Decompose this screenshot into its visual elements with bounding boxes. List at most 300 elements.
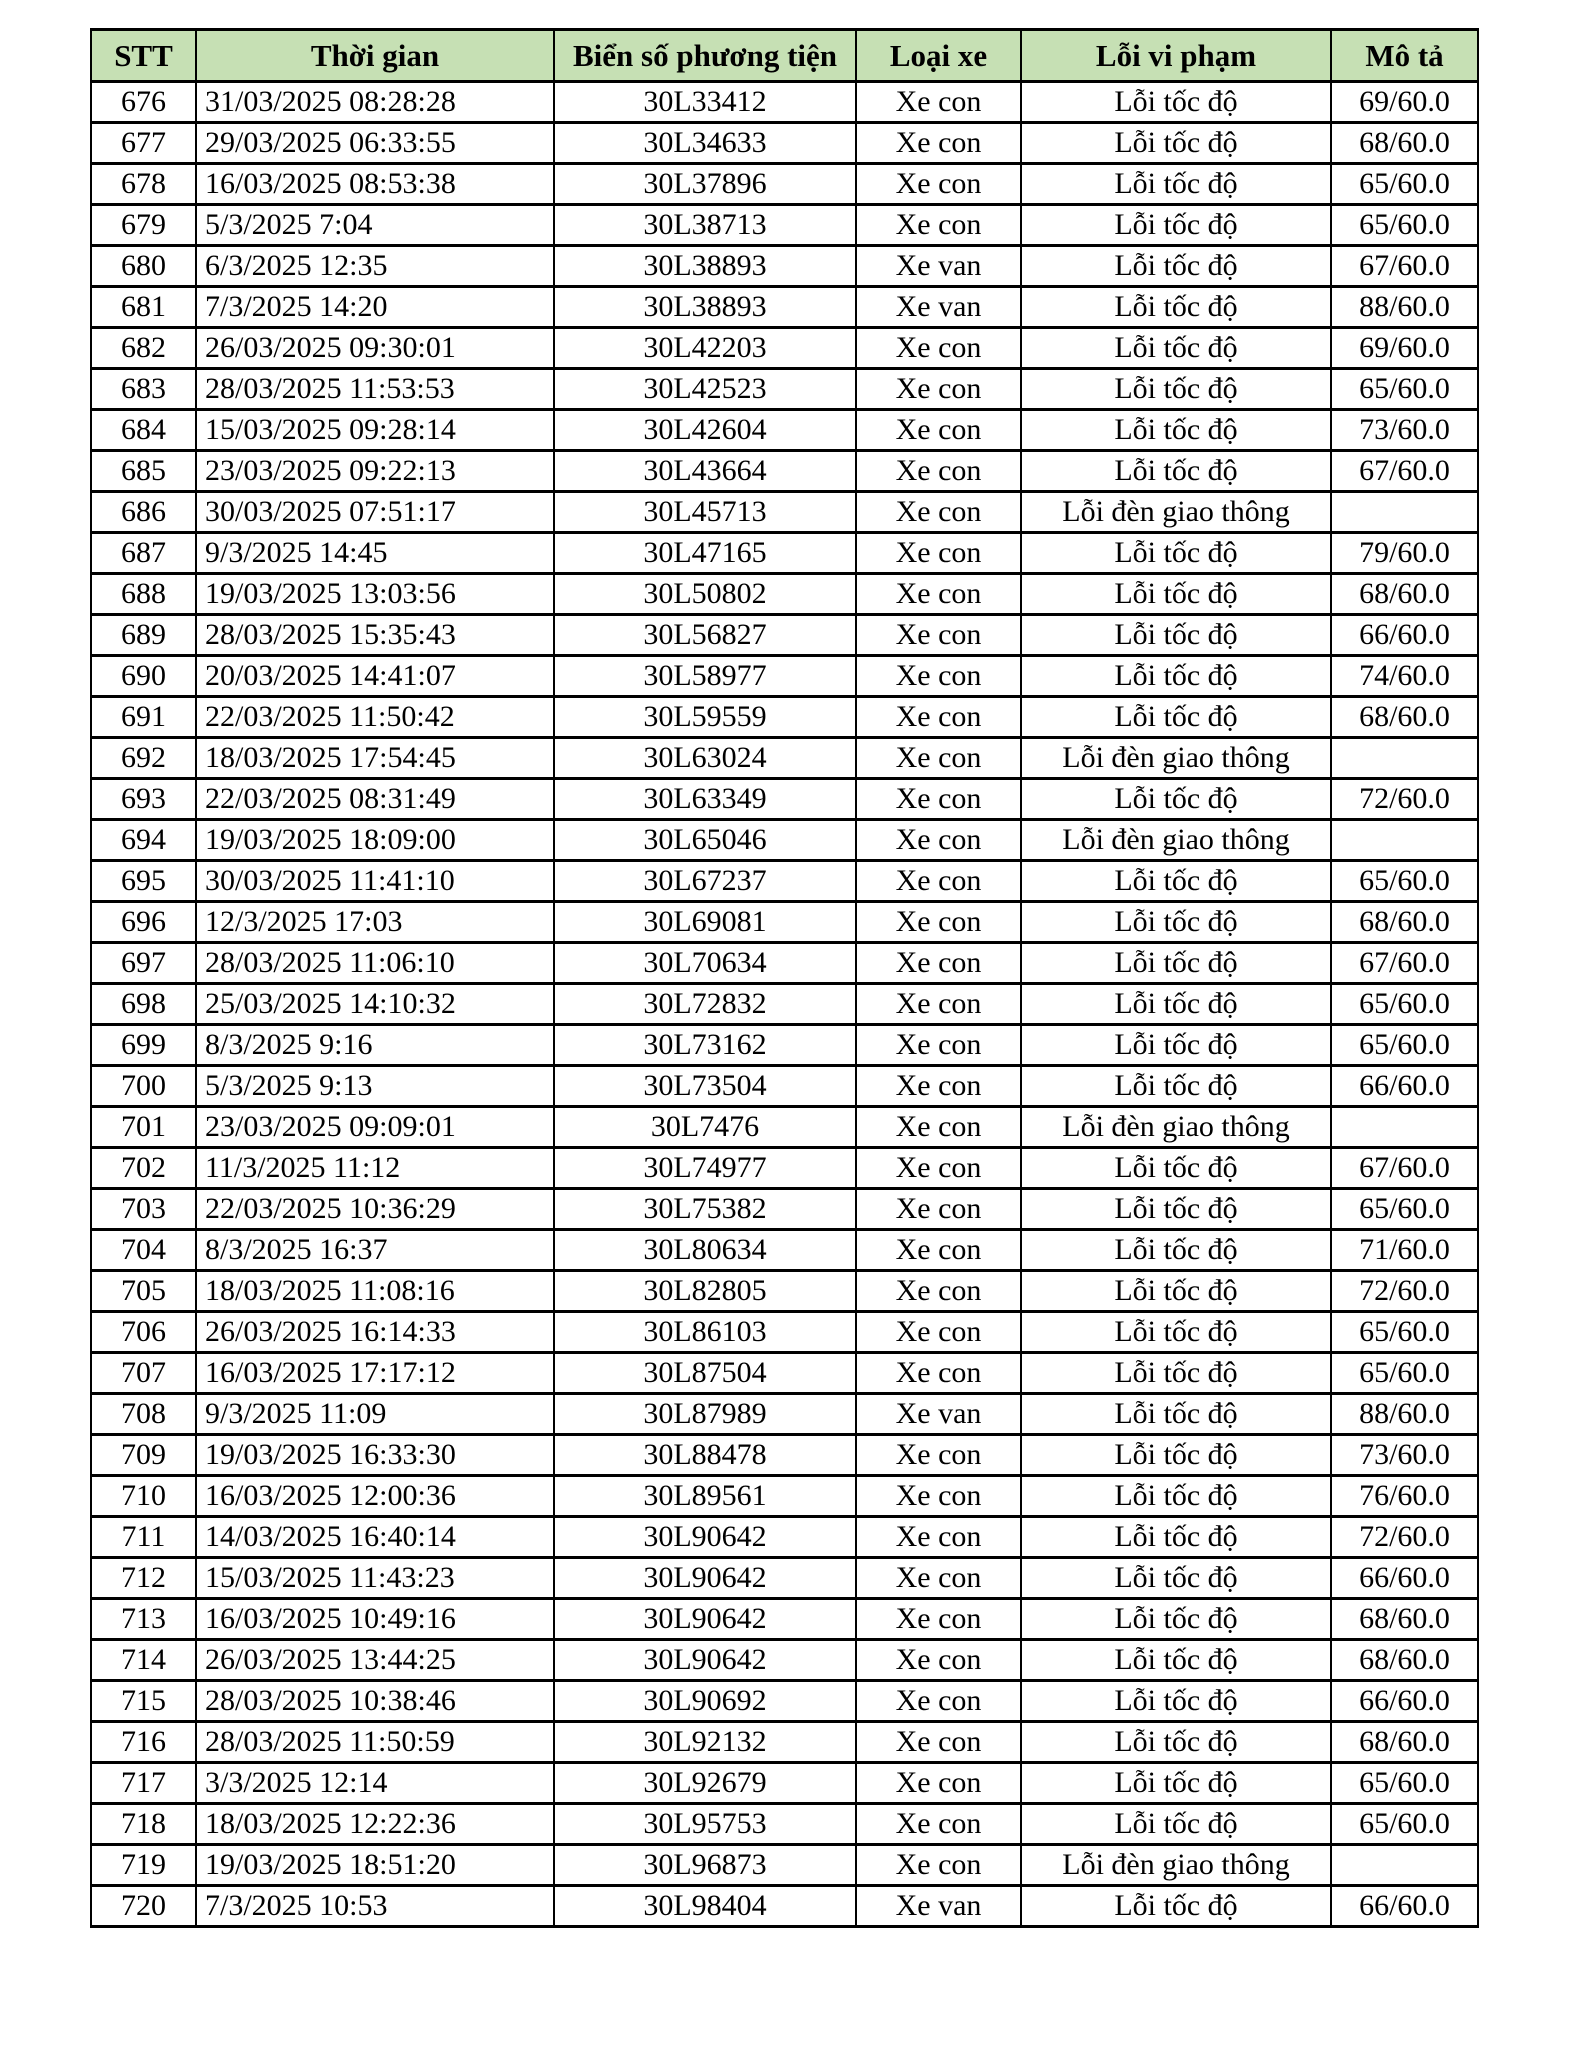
cell-vehicle-type: Xe con bbox=[856, 1763, 1021, 1804]
violations-table-body bbox=[91, 82, 1478, 1927]
table-row bbox=[91, 738, 1478, 779]
cell-stt: 694 bbox=[91, 820, 196, 861]
cell-vehicle-type: Xe con bbox=[856, 1476, 1021, 1517]
cell-vehicle-type: Xe con bbox=[856, 820, 1021, 861]
cell-stt: 705 bbox=[91, 1271, 196, 1312]
cell-description: 88/60.0 bbox=[1331, 287, 1478, 328]
cell-vehicle-type: Xe con bbox=[856, 697, 1021, 738]
cell-plate: 30L90692 bbox=[554, 1681, 856, 1722]
cell-time: 23/03/2025 09:22:13 bbox=[196, 451, 554, 492]
table-row bbox=[91, 1681, 1478, 1722]
cell-vehicle-type: Xe con bbox=[856, 861, 1021, 902]
cell-plate: 30L70634 bbox=[554, 943, 856, 984]
cell-description bbox=[1331, 1107, 1478, 1148]
cell-vehicle-type: Xe con bbox=[856, 1353, 1021, 1394]
cell-stt: 684 bbox=[91, 410, 196, 451]
cell-time: 5/3/2025 9:13 bbox=[196, 1066, 554, 1107]
cell-description: 71/60.0 bbox=[1331, 1230, 1478, 1271]
cell-description: 69/60.0 bbox=[1331, 82, 1478, 123]
table-row bbox=[91, 1722, 1478, 1763]
cell-description: 67/60.0 bbox=[1331, 1148, 1478, 1189]
cell-violation: Lỗi tốc độ bbox=[1021, 1312, 1331, 1353]
cell-stt: 676 bbox=[91, 82, 196, 123]
cell-plate: 30L86103 bbox=[554, 1312, 856, 1353]
cell-description: 66/60.0 bbox=[1331, 1558, 1478, 1599]
cell-stt: 704 bbox=[91, 1230, 196, 1271]
cell-time: 16/03/2025 17:17:12 bbox=[196, 1353, 554, 1394]
cell-plate: 30L82805 bbox=[554, 1271, 856, 1312]
cell-stt: 703 bbox=[91, 1189, 196, 1230]
cell-description: 66/60.0 bbox=[1331, 1681, 1478, 1722]
cell-stt: 720 bbox=[91, 1886, 196, 1927]
cell-violation: Lỗi tốc độ bbox=[1021, 1640, 1331, 1681]
cell-description: 65/60.0 bbox=[1331, 984, 1478, 1025]
cell-time: 20/03/2025 14:41:07 bbox=[196, 656, 554, 697]
cell-description: 65/60.0 bbox=[1331, 205, 1478, 246]
cell-violation: Lỗi tốc độ bbox=[1021, 1189, 1331, 1230]
cell-stt: 706 bbox=[91, 1312, 196, 1353]
table-row bbox=[91, 574, 1478, 615]
cell-plate: 30L47165 bbox=[554, 533, 856, 574]
cell-stt: 717 bbox=[91, 1763, 196, 1804]
cell-stt: 679 bbox=[91, 205, 196, 246]
cell-time: 16/03/2025 08:53:38 bbox=[196, 164, 554, 205]
cell-violation: Lỗi tốc độ bbox=[1021, 1025, 1331, 1066]
column-header-time: Thời gian bbox=[196, 30, 554, 82]
cell-violation: Lỗi tốc độ bbox=[1021, 328, 1331, 369]
table-row bbox=[91, 1804, 1478, 1845]
cell-description: 65/60.0 bbox=[1331, 1025, 1478, 1066]
cell-vehicle-type: Xe con bbox=[856, 902, 1021, 943]
cell-time: 28/03/2025 11:06:10 bbox=[196, 943, 554, 984]
cell-stt: 682 bbox=[91, 328, 196, 369]
table-row bbox=[91, 164, 1478, 205]
cell-plate: 30L96873 bbox=[554, 1845, 856, 1886]
cell-violation: Lỗi tốc độ bbox=[1021, 1394, 1331, 1435]
cell-time: 29/03/2025 06:33:55 bbox=[196, 123, 554, 164]
table-row bbox=[91, 984, 1478, 1025]
cell-violation: Lỗi tốc độ bbox=[1021, 82, 1331, 123]
cell-plate: 30L92679 bbox=[554, 1763, 856, 1804]
cell-time: 9/3/2025 11:09 bbox=[196, 1394, 554, 1435]
cell-plate: 30L98404 bbox=[554, 1886, 856, 1927]
table-row bbox=[91, 287, 1478, 328]
cell-plate: 30L38893 bbox=[554, 246, 856, 287]
cell-stt: 716 bbox=[91, 1722, 196, 1763]
table-row bbox=[91, 943, 1478, 984]
cell-violation: Lỗi tốc độ bbox=[1021, 574, 1331, 615]
cell-description: 65/60.0 bbox=[1331, 1312, 1478, 1353]
cell-vehicle-type: Xe con bbox=[856, 1107, 1021, 1148]
cell-plate: 30L58977 bbox=[554, 656, 856, 697]
cell-stt: 701 bbox=[91, 1107, 196, 1148]
cell-description: 68/60.0 bbox=[1331, 1599, 1478, 1640]
cell-violation: Lỗi tốc độ bbox=[1021, 902, 1331, 943]
cell-vehicle-type: Xe con bbox=[856, 164, 1021, 205]
cell-description: 65/60.0 bbox=[1331, 861, 1478, 902]
cell-violation: Lỗi tốc độ bbox=[1021, 656, 1331, 697]
cell-violation: Lỗi tốc độ bbox=[1021, 205, 1331, 246]
cell-description: 68/60.0 bbox=[1331, 574, 1478, 615]
cell-violation: Lỗi tốc độ bbox=[1021, 697, 1331, 738]
cell-violation: Lỗi tốc độ bbox=[1021, 1476, 1331, 1517]
table-row bbox=[91, 1435, 1478, 1476]
cell-violation: Lỗi tốc độ bbox=[1021, 1763, 1331, 1804]
cell-vehicle-type: Xe con bbox=[856, 533, 1021, 574]
cell-vehicle-type: Xe con bbox=[856, 205, 1021, 246]
column-header-description: Mô tả bbox=[1331, 30, 1478, 82]
cell-plate: 30L73504 bbox=[554, 1066, 856, 1107]
cell-plate: 30L87989 bbox=[554, 1394, 856, 1435]
cell-violation: Lỗi tốc độ bbox=[1021, 533, 1331, 574]
cell-stt: 718 bbox=[91, 1804, 196, 1845]
column-header-vehicle-type: Loại xe bbox=[856, 30, 1021, 82]
table-row bbox=[91, 902, 1478, 943]
cell-stt: 677 bbox=[91, 123, 196, 164]
cell-stt: 697 bbox=[91, 943, 196, 984]
table-row bbox=[91, 1271, 1478, 1312]
cell-vehicle-type: Xe con bbox=[856, 1271, 1021, 1312]
table-row bbox=[91, 779, 1478, 820]
cell-violation: Lỗi đèn giao thông bbox=[1021, 1107, 1331, 1148]
cell-time: 28/03/2025 11:50:59 bbox=[196, 1722, 554, 1763]
table-row bbox=[91, 533, 1478, 574]
cell-violation: Lỗi tốc độ bbox=[1021, 1271, 1331, 1312]
cell-plate: 30L33412 bbox=[554, 82, 856, 123]
cell-time: 28/03/2025 10:38:46 bbox=[196, 1681, 554, 1722]
cell-stt: 698 bbox=[91, 984, 196, 1025]
table-row bbox=[91, 1107, 1478, 1148]
cell-violation: Lỗi tốc độ bbox=[1021, 861, 1331, 902]
table-row bbox=[91, 205, 1478, 246]
table-row bbox=[91, 1353, 1478, 1394]
cell-description bbox=[1331, 1845, 1478, 1886]
cell-plate: 30L65046 bbox=[554, 820, 856, 861]
cell-plate: 30L90642 bbox=[554, 1599, 856, 1640]
cell-description: 72/60.0 bbox=[1331, 1517, 1478, 1558]
cell-description: 66/60.0 bbox=[1331, 1886, 1478, 1927]
cell-violation: Lỗi tốc độ bbox=[1021, 287, 1331, 328]
cell-time: 19/03/2025 13:03:56 bbox=[196, 574, 554, 615]
cell-violation: Lỗi tốc độ bbox=[1021, 943, 1331, 984]
column-header-plate: Biển số phương tiện bbox=[554, 30, 856, 82]
cell-stt: 689 bbox=[91, 615, 196, 656]
cell-time: 11/3/2025 11:12 bbox=[196, 1148, 554, 1189]
table-row bbox=[91, 861, 1478, 902]
cell-stt: 713 bbox=[91, 1599, 196, 1640]
cell-vehicle-type: Xe con bbox=[856, 1722, 1021, 1763]
cell-time: 25/03/2025 14:10:32 bbox=[196, 984, 554, 1025]
cell-violation: Lỗi tốc độ bbox=[1021, 369, 1331, 410]
cell-vehicle-type: Xe con bbox=[856, 1804, 1021, 1845]
cell-vehicle-type: Xe con bbox=[856, 410, 1021, 451]
cell-time: 16/03/2025 12:00:36 bbox=[196, 1476, 554, 1517]
cell-stt: 719 bbox=[91, 1845, 196, 1886]
cell-time: 30/03/2025 07:51:17 bbox=[196, 492, 554, 533]
cell-plate: 30L63024 bbox=[554, 738, 856, 779]
cell-plate: 30L45713 bbox=[554, 492, 856, 533]
cell-stt: 681 bbox=[91, 287, 196, 328]
cell-time: 3/3/2025 12:14 bbox=[196, 1763, 554, 1804]
cell-stt: 683 bbox=[91, 369, 196, 410]
cell-vehicle-type: Xe con bbox=[856, 779, 1021, 820]
column-header-violation: Lỗi vi phạm bbox=[1021, 30, 1331, 82]
cell-vehicle-type: Xe van bbox=[856, 287, 1021, 328]
violations-table bbox=[90, 28, 1479, 1928]
cell-vehicle-type: Xe con bbox=[856, 1435, 1021, 1476]
cell-description: 67/60.0 bbox=[1331, 246, 1478, 287]
cell-plate: 30L59559 bbox=[554, 697, 856, 738]
cell-stt: 712 bbox=[91, 1558, 196, 1599]
cell-plate: 30L67237 bbox=[554, 861, 856, 902]
cell-violation: Lỗi đèn giao thông bbox=[1021, 820, 1331, 861]
cell-time: 18/03/2025 12:22:36 bbox=[196, 1804, 554, 1845]
cell-stt: 695 bbox=[91, 861, 196, 902]
table-row bbox=[91, 1558, 1478, 1599]
cell-description: 72/60.0 bbox=[1331, 779, 1478, 820]
cell-violation: Lỗi tốc độ bbox=[1021, 1066, 1331, 1107]
cell-vehicle-type: Xe con bbox=[856, 1558, 1021, 1599]
cell-vehicle-type: Xe con bbox=[856, 492, 1021, 533]
cell-time: 9/3/2025 14:45 bbox=[196, 533, 554, 574]
cell-stt: 702 bbox=[91, 1148, 196, 1189]
cell-vehicle-type: Xe con bbox=[856, 738, 1021, 779]
cell-violation: Lỗi tốc độ bbox=[1021, 1435, 1331, 1476]
cell-vehicle-type: Xe con bbox=[856, 1517, 1021, 1558]
cell-plate: 30L34633 bbox=[554, 123, 856, 164]
cell-stt: 711 bbox=[91, 1517, 196, 1558]
cell-vehicle-type: Xe con bbox=[856, 123, 1021, 164]
table-row bbox=[91, 1845, 1478, 1886]
cell-description: 88/60.0 bbox=[1331, 1394, 1478, 1435]
cell-time: 14/03/2025 16:40:14 bbox=[196, 1517, 554, 1558]
cell-plate: 30L72832 bbox=[554, 984, 856, 1025]
table-row bbox=[91, 328, 1478, 369]
cell-description bbox=[1331, 492, 1478, 533]
cell-violation: Lỗi tốc độ bbox=[1021, 1558, 1331, 1599]
cell-vehicle-type: Xe con bbox=[856, 943, 1021, 984]
cell-plate: 30L43664 bbox=[554, 451, 856, 492]
table-row bbox=[91, 1025, 1478, 1066]
table-row bbox=[91, 1886, 1478, 1927]
cell-description: 65/60.0 bbox=[1331, 164, 1478, 205]
cell-description: 65/60.0 bbox=[1331, 1804, 1478, 1845]
cell-description: 69/60.0 bbox=[1331, 328, 1478, 369]
cell-description: 72/60.0 bbox=[1331, 1271, 1478, 1312]
cell-plate: 30L74977 bbox=[554, 1148, 856, 1189]
cell-stt: 715 bbox=[91, 1681, 196, 1722]
table-row bbox=[91, 1640, 1478, 1681]
cell-plate: 30L73162 bbox=[554, 1025, 856, 1066]
cell-vehicle-type: Xe con bbox=[856, 574, 1021, 615]
cell-violation: Lỗi đèn giao thông bbox=[1021, 738, 1331, 779]
cell-vehicle-type: Xe con bbox=[856, 451, 1021, 492]
cell-time: 15/03/2025 11:43:23 bbox=[196, 1558, 554, 1599]
cell-description: 76/60.0 bbox=[1331, 1476, 1478, 1517]
cell-stt: 699 bbox=[91, 1025, 196, 1066]
cell-time: 26/03/2025 16:14:33 bbox=[196, 1312, 554, 1353]
cell-violation: Lỗi tốc độ bbox=[1021, 1722, 1331, 1763]
cell-time: 22/03/2025 11:50:42 bbox=[196, 697, 554, 738]
table-row bbox=[91, 1476, 1478, 1517]
table-row bbox=[91, 697, 1478, 738]
cell-time: 26/03/2025 13:44:25 bbox=[196, 1640, 554, 1681]
cell-plate: 30L42604 bbox=[554, 410, 856, 451]
cell-vehicle-type: Xe con bbox=[856, 1640, 1021, 1681]
cell-description: 66/60.0 bbox=[1331, 1066, 1478, 1107]
cell-vehicle-type: Xe con bbox=[856, 615, 1021, 656]
cell-plate: 30L7476 bbox=[554, 1107, 856, 1148]
table-row bbox=[91, 1599, 1478, 1640]
cell-time: 31/03/2025 08:28:28 bbox=[196, 82, 554, 123]
cell-description: 68/60.0 bbox=[1331, 1640, 1478, 1681]
table-row bbox=[91, 1517, 1478, 1558]
cell-plate: 30L92132 bbox=[554, 1722, 856, 1763]
table-row bbox=[91, 615, 1478, 656]
cell-stt: 692 bbox=[91, 738, 196, 779]
cell-stt: 708 bbox=[91, 1394, 196, 1435]
cell-plate: 30L80634 bbox=[554, 1230, 856, 1271]
table-row bbox=[91, 369, 1478, 410]
cell-description bbox=[1331, 820, 1478, 861]
column-header-stt: STT bbox=[91, 30, 196, 82]
cell-time: 30/03/2025 11:41:10 bbox=[196, 861, 554, 902]
cell-stt: 691 bbox=[91, 697, 196, 738]
cell-time: 12/3/2025 17:03 bbox=[196, 902, 554, 943]
table-row bbox=[91, 451, 1478, 492]
cell-time: 28/03/2025 11:53:53 bbox=[196, 369, 554, 410]
cell-plate: 30L50802 bbox=[554, 574, 856, 615]
cell-plate: 30L42523 bbox=[554, 369, 856, 410]
cell-description: 68/60.0 bbox=[1331, 1722, 1478, 1763]
cell-time: 18/03/2025 17:54:45 bbox=[196, 738, 554, 779]
cell-description: 65/60.0 bbox=[1331, 1353, 1478, 1394]
cell-stt: 688 bbox=[91, 574, 196, 615]
cell-description: 73/60.0 bbox=[1331, 410, 1478, 451]
cell-plate: 30L69081 bbox=[554, 902, 856, 943]
cell-description bbox=[1331, 738, 1478, 779]
cell-plate: 30L42203 bbox=[554, 328, 856, 369]
cell-time: 22/03/2025 10:36:29 bbox=[196, 1189, 554, 1230]
cell-plate: 30L56827 bbox=[554, 615, 856, 656]
table-row bbox=[91, 1230, 1478, 1271]
cell-description: 79/60.0 bbox=[1331, 533, 1478, 574]
cell-stt: 709 bbox=[91, 1435, 196, 1476]
table-row bbox=[91, 820, 1478, 861]
cell-stt: 687 bbox=[91, 533, 196, 574]
cell-violation: Lỗi tốc độ bbox=[1021, 1230, 1331, 1271]
table-row bbox=[91, 1066, 1478, 1107]
violations-table-header bbox=[91, 30, 1478, 82]
cell-time: 26/03/2025 09:30:01 bbox=[196, 328, 554, 369]
cell-vehicle-type: Xe van bbox=[856, 1886, 1021, 1927]
cell-time: 23/03/2025 09:09:01 bbox=[196, 1107, 554, 1148]
cell-vehicle-type: Xe con bbox=[856, 1312, 1021, 1353]
cell-violation: Lỗi tốc độ bbox=[1021, 984, 1331, 1025]
cell-stt: 696 bbox=[91, 902, 196, 943]
table-row bbox=[91, 410, 1478, 451]
table-row bbox=[91, 492, 1478, 533]
table-row bbox=[91, 656, 1478, 697]
cell-vehicle-type: Xe con bbox=[856, 1845, 1021, 1886]
cell-description: 74/60.0 bbox=[1331, 656, 1478, 697]
cell-stt: 710 bbox=[91, 1476, 196, 1517]
cell-violation: Lỗi tốc độ bbox=[1021, 123, 1331, 164]
cell-plate: 30L95753 bbox=[554, 1804, 856, 1845]
cell-time: 5/3/2025 7:04 bbox=[196, 205, 554, 246]
cell-violation: Lỗi đèn giao thông bbox=[1021, 492, 1331, 533]
cell-description: 65/60.0 bbox=[1331, 1763, 1478, 1804]
cell-vehicle-type: Xe con bbox=[856, 328, 1021, 369]
cell-description: 66/60.0 bbox=[1331, 615, 1478, 656]
table-row bbox=[91, 1189, 1478, 1230]
cell-violation: Lỗi tốc độ bbox=[1021, 615, 1331, 656]
table-row bbox=[91, 1148, 1478, 1189]
cell-stt: 678 bbox=[91, 164, 196, 205]
cell-vehicle-type: Xe con bbox=[856, 984, 1021, 1025]
cell-plate: 30L88478 bbox=[554, 1435, 856, 1476]
cell-plate: 30L87504 bbox=[554, 1353, 856, 1394]
cell-time: 15/03/2025 09:28:14 bbox=[196, 410, 554, 451]
cell-description: 68/60.0 bbox=[1331, 123, 1478, 164]
cell-plate: 30L37896 bbox=[554, 164, 856, 205]
cell-violation: Lỗi tốc độ bbox=[1021, 246, 1331, 287]
cell-violation: Lỗi tốc độ bbox=[1021, 1517, 1331, 1558]
cell-description: 65/60.0 bbox=[1331, 1189, 1478, 1230]
cell-time: 19/03/2025 16:33:30 bbox=[196, 1435, 554, 1476]
cell-stt: 690 bbox=[91, 656, 196, 697]
cell-stt: 707 bbox=[91, 1353, 196, 1394]
cell-stt: 714 bbox=[91, 1640, 196, 1681]
cell-violation: Lỗi tốc độ bbox=[1021, 1599, 1331, 1640]
cell-violation: Lỗi tốc độ bbox=[1021, 164, 1331, 205]
table-row bbox=[91, 1763, 1478, 1804]
cell-time: 28/03/2025 15:35:43 bbox=[196, 615, 554, 656]
cell-time: 7/3/2025 10:53 bbox=[196, 1886, 554, 1927]
table-row bbox=[91, 123, 1478, 164]
header-row bbox=[91, 30, 1478, 82]
cell-description: 73/60.0 bbox=[1331, 1435, 1478, 1476]
cell-description: 68/60.0 bbox=[1331, 902, 1478, 943]
cell-description: 68/60.0 bbox=[1331, 697, 1478, 738]
cell-vehicle-type: Xe con bbox=[856, 1599, 1021, 1640]
cell-vehicle-type: Xe con bbox=[856, 1025, 1021, 1066]
cell-time: 18/03/2025 11:08:16 bbox=[196, 1271, 554, 1312]
cell-stt: 686 bbox=[91, 492, 196, 533]
cell-violation: Lỗi tốc độ bbox=[1021, 1886, 1331, 1927]
table-row bbox=[91, 246, 1478, 287]
cell-plate: 30L89561 bbox=[554, 1476, 856, 1517]
cell-vehicle-type: Xe con bbox=[856, 1066, 1021, 1107]
cell-stt: 700 bbox=[91, 1066, 196, 1107]
cell-vehicle-type: Xe van bbox=[856, 1394, 1021, 1435]
cell-time: 8/3/2025 9:16 bbox=[196, 1025, 554, 1066]
cell-plate: 30L63349 bbox=[554, 779, 856, 820]
cell-stt: 685 bbox=[91, 451, 196, 492]
cell-description: 67/60.0 bbox=[1331, 451, 1478, 492]
cell-time: 16/03/2025 10:49:16 bbox=[196, 1599, 554, 1640]
cell-vehicle-type: Xe con bbox=[856, 1189, 1021, 1230]
cell-violation: Lỗi tốc độ bbox=[1021, 1353, 1331, 1394]
cell-plate: 30L90642 bbox=[554, 1517, 856, 1558]
cell-violation: Lỗi tốc độ bbox=[1021, 1804, 1331, 1845]
cell-violation: Lỗi tốc độ bbox=[1021, 451, 1331, 492]
cell-violation: Lỗi tốc độ bbox=[1021, 1681, 1331, 1722]
cell-vehicle-type: Xe con bbox=[856, 369, 1021, 410]
table-row bbox=[91, 82, 1478, 123]
cell-time: 19/03/2025 18:09:00 bbox=[196, 820, 554, 861]
cell-time: 22/03/2025 08:31:49 bbox=[196, 779, 554, 820]
